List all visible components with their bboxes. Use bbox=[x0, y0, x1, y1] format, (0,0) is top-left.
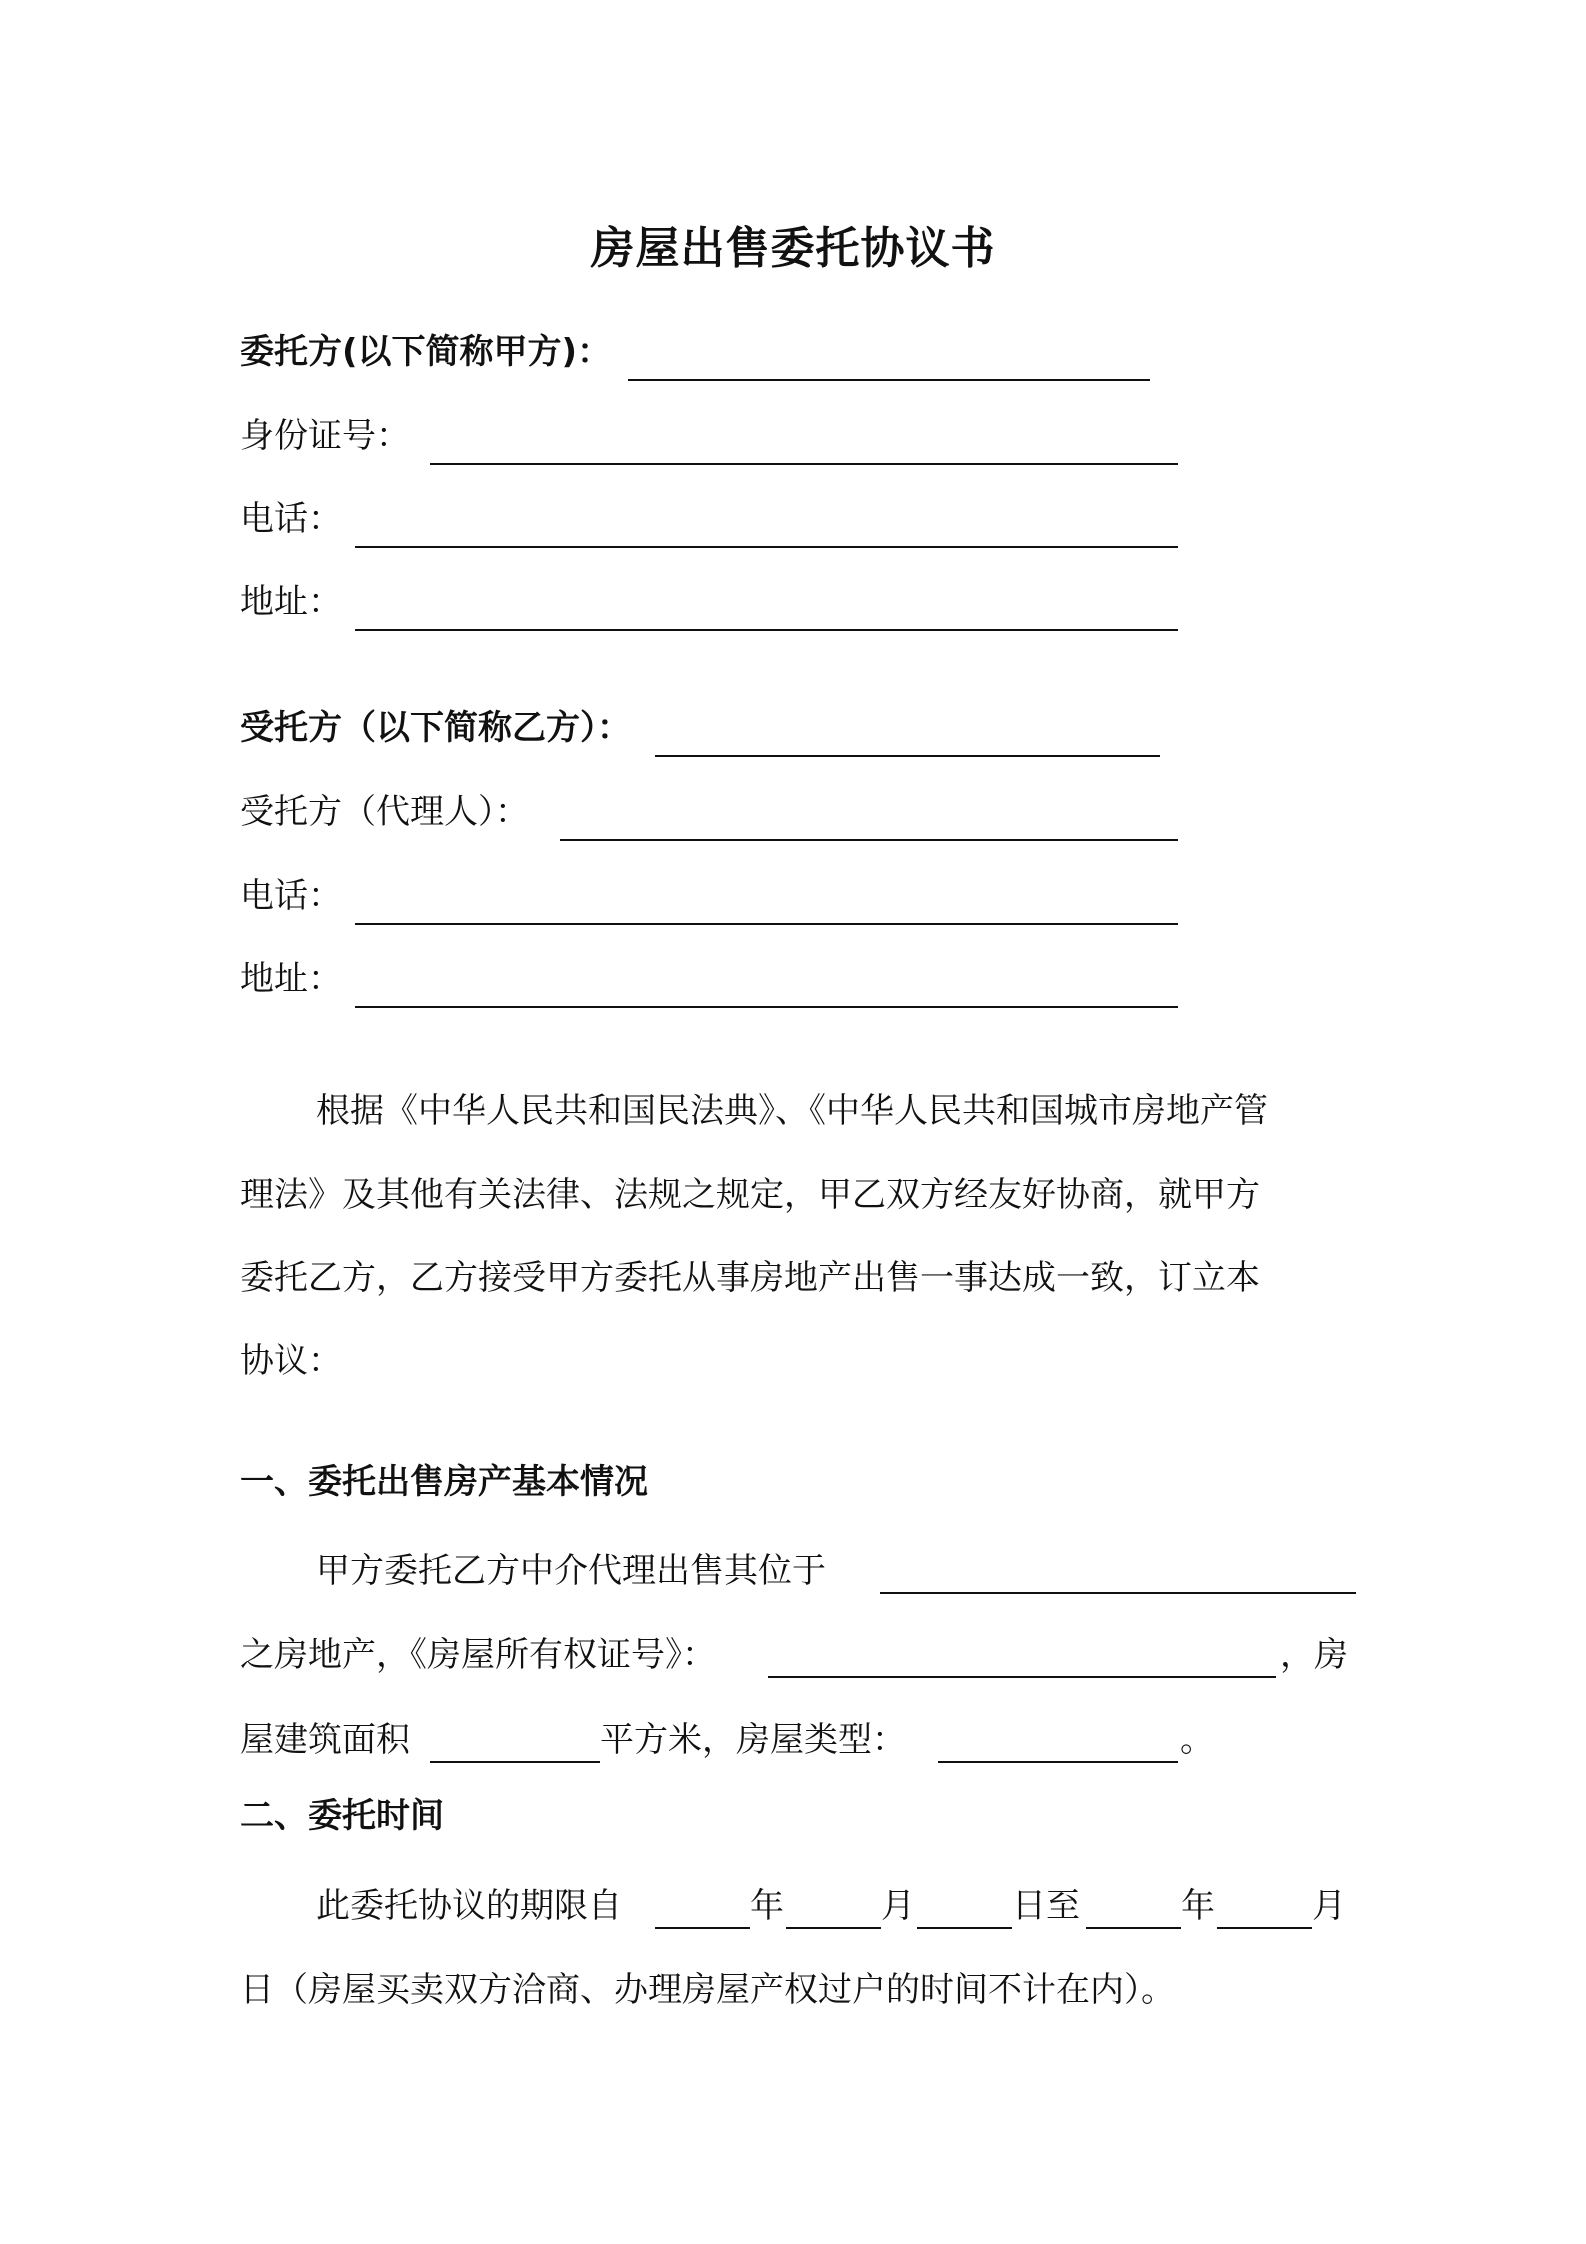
section-1-line-1: 甲方委托乙方中介代理出售其位于 bbox=[316, 1551, 826, 1591]
party-a-label: 委托方(以下简称甲方)： bbox=[240, 332, 612, 372]
section-1-heading: 一、委托出售房产基本情况 bbox=[240, 1462, 648, 1502]
section-1-line-2a: 之房地产，《房屋所有权证号》： bbox=[240, 1635, 716, 1675]
section-1-line-3b: 平方米，房屋类型： bbox=[600, 1720, 906, 1760]
preamble-line-2: 理法》及其他有关法律、法规之规定，甲乙双方经友好协商，就甲方 bbox=[240, 1175, 1260, 1215]
end-year-field[interactable] bbox=[1086, 1927, 1181, 1929]
party-b-name-field[interactable] bbox=[655, 755, 1160, 757]
party-a-id-label: 身份证号： bbox=[240, 416, 410, 456]
start-day-field[interactable] bbox=[917, 1927, 1012, 1929]
section-2-line-2: 日（房屋买卖双方洽商、办理房屋产权过户的时间不计在内）。 bbox=[240, 1970, 1175, 2010]
property-location-field[interactable] bbox=[880, 1592, 1356, 1594]
party-b-label: 受托方（以下简称乙方）： bbox=[240, 708, 631, 748]
section-1-line-2b: ，房 bbox=[1280, 1635, 1348, 1675]
party-b-address-field[interactable] bbox=[355, 1006, 1178, 1008]
party-b-agent-label: 受托方（代理人）： bbox=[240, 792, 529, 832]
party-a-name-field[interactable] bbox=[628, 379, 1150, 381]
party-a-address-field[interactable] bbox=[355, 629, 1178, 631]
party-a-id-field[interactable] bbox=[430, 463, 1178, 465]
start-year-label: 年 bbox=[750, 1886, 784, 1926]
party-a-address-label: 地址： bbox=[240, 582, 342, 622]
end-month-label: 月 bbox=[1312, 1886, 1346, 1926]
end-month-field[interactable] bbox=[1217, 1927, 1312, 1929]
start-month-field[interactable] bbox=[786, 1927, 881, 1929]
end-year-label: 年 bbox=[1181, 1886, 1215, 1926]
party-a-phone-label: 电话： bbox=[240, 499, 342, 539]
section-1-line-3c: 。 bbox=[1180, 1720, 1214, 1760]
preamble-line-1: 根据《中华人民共和国民法典》、《中华人民共和国城市房地产管 bbox=[316, 1091, 1268, 1131]
start-month-label: 月 bbox=[881, 1886, 915, 1926]
section-1-line-3a: 屋建筑面积 bbox=[240, 1720, 410, 1760]
party-a-phone-field[interactable] bbox=[355, 546, 1178, 548]
preamble-line-4: 协议： bbox=[240, 1341, 342, 1381]
party-b-agent-field[interactable] bbox=[560, 839, 1178, 841]
document-title: 房屋出售委托协议书 bbox=[590, 223, 996, 274]
property-type-field[interactable] bbox=[938, 1761, 1178, 1763]
start-day-to-label: 日至 bbox=[1012, 1886, 1080, 1926]
party-b-address-label: 地址： bbox=[240, 959, 342, 999]
preamble-line-3: 委托乙方，乙方接受甲方委托从事房地产出售一事达成一致，订立本 bbox=[240, 1258, 1260, 1298]
party-b-phone-field[interactable] bbox=[355, 923, 1178, 925]
building-area-field[interactable] bbox=[430, 1761, 600, 1763]
section-2-line-1a: 此委托协议的期限自 bbox=[316, 1886, 622, 1926]
section-2-heading: 二、委托时间 bbox=[240, 1796, 444, 1836]
start-year-field[interactable] bbox=[655, 1927, 750, 1929]
party-b-phone-label: 电话： bbox=[240, 876, 342, 916]
ownership-certificate-field[interactable] bbox=[768, 1676, 1276, 1678]
